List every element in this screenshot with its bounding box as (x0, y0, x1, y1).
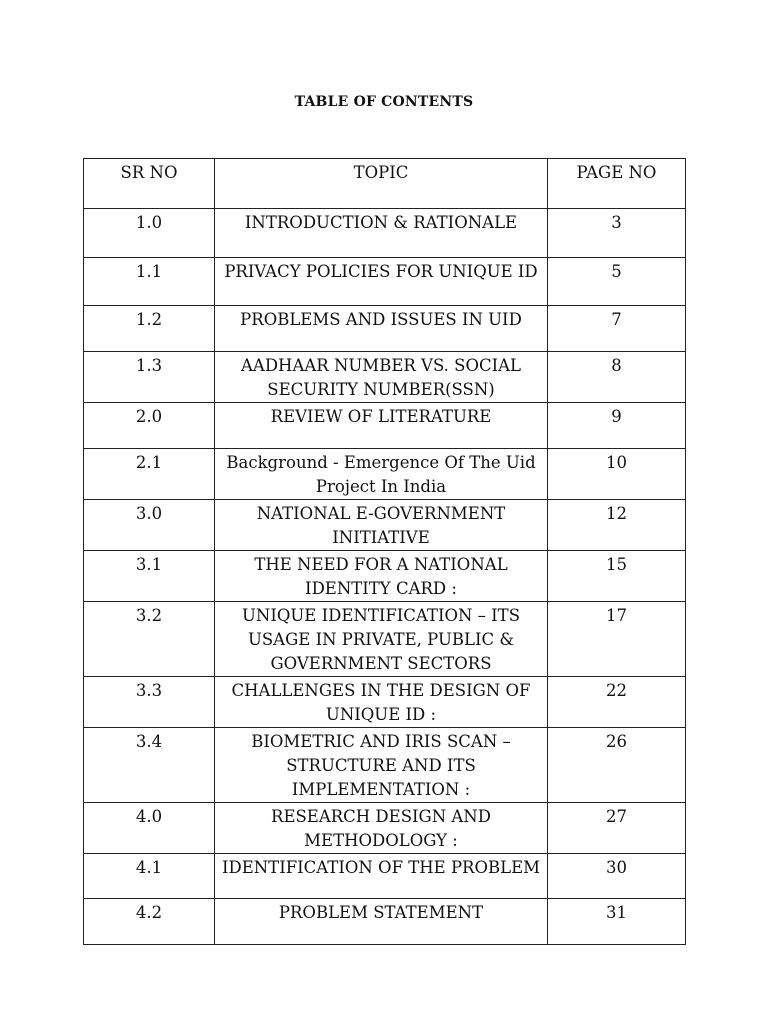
row-topic: NATIONAL E-GOVERNMENT INITIATIVE (215, 500, 548, 551)
table-row (84, 449, 686, 500)
row-topic: THE NEED FOR A NATIONAL IDENTITY CARD : (215, 551, 548, 602)
row-sr-no: 1.2 (84, 306, 215, 352)
table-row (84, 899, 686, 945)
row-topic: PROBLEMS AND ISSUES IN UID (215, 306, 548, 352)
row-topic: PRIVACY POLICIES FOR UNIQUE ID (215, 258, 548, 306)
row-page-no: 22 (548, 677, 686, 728)
table-row (84, 352, 686, 403)
table-row (84, 258, 686, 306)
row-page-no: 31 (548, 899, 686, 945)
row-sr-no: 4.0 (84, 803, 215, 854)
row-page-no: 26 (548, 728, 686, 803)
row-sr-no: 1.0 (84, 209, 215, 258)
table-row (84, 728, 686, 803)
table-row (84, 306, 686, 352)
row-sr-no: 3.2 (84, 602, 215, 677)
contents-table (83, 158, 686, 945)
table-row (84, 209, 686, 258)
row-topic: Background - Emergence Of The Uid Project In India (215, 449, 548, 500)
row-topic: INTRODUCTION & RATIONALE (215, 209, 548, 258)
row-page-no: 30 (548, 854, 686, 899)
row-page-no: 3 (548, 209, 686, 258)
row-sr-no: 1.1 (84, 258, 215, 306)
row-topic: PROBLEM STATEMENT (215, 899, 548, 945)
table-row (84, 500, 686, 551)
row-sr-no: 2.0 (84, 403, 215, 449)
table-row (84, 551, 686, 602)
row-page-no: 17 (548, 602, 686, 677)
row-sr-no: 3.4 (84, 728, 215, 803)
table-row (84, 854, 686, 899)
table-row (84, 677, 686, 728)
header-topic: TOPIC (215, 159, 548, 209)
row-page-no: 5 (548, 258, 686, 306)
table-header-row (84, 159, 686, 209)
row-sr-no: 4.1 (84, 854, 215, 899)
row-sr-no: 2.1 (84, 449, 215, 500)
row-page-no: 7 (548, 306, 686, 352)
row-sr-no: 1.3 (84, 352, 215, 403)
row-sr-no: 3.3 (84, 677, 215, 728)
row-topic: RESEARCH DESIGN AND METHODOLOGY : (215, 803, 548, 854)
row-sr-no: 4.2 (84, 899, 215, 945)
header-page-no: PAGE NO (548, 159, 686, 209)
row-page-no: 8 (548, 352, 686, 403)
row-page-no: 9 (548, 403, 686, 449)
page-title: TABLE OF CONTENTS (294, 94, 474, 110)
row-topic: IDENTIFICATION OF THE PROBLEM (215, 854, 548, 899)
row-sr-no: 3.1 (84, 551, 215, 602)
row-page-no: 10 (548, 449, 686, 500)
row-sr-no: 3.0 (84, 500, 215, 551)
row-page-no: 15 (548, 551, 686, 602)
row-page-no: 12 (548, 500, 686, 551)
row-topic: UNIQUE IDENTIFICATION – ITS USAGE IN PRIVATE, PUBLIC & GOVERNMENT SECTORS (215, 602, 548, 677)
row-topic: REVIEW OF LITERATURE (215, 403, 548, 449)
table-row (84, 403, 686, 449)
row-page-no: 27 (548, 803, 686, 854)
header-sr-no: SR NO (84, 159, 215, 209)
table-row (84, 602, 686, 677)
row-topic: BIOMETRIC AND IRIS SCAN – STRUCTURE AND ITS IMPLEMENTATION : (215, 728, 548, 803)
table-row (84, 803, 686, 854)
row-topic: CHALLENGES IN THE DESIGN OF UNIQUE ID : (215, 677, 548, 728)
row-topic: AADHAAR NUMBER VS. SOCIAL SECURITY NUMBER(SSN) (215, 352, 548, 403)
